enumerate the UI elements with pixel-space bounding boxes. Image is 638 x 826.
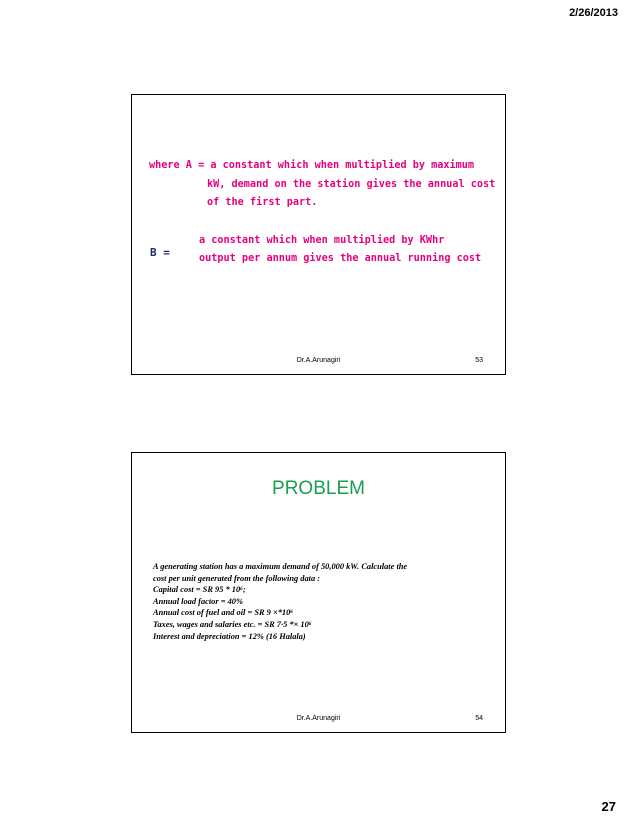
definition-a-line-2: kW, demand on the station gives the annual cost — [207, 179, 496, 190]
slide-53 — [131, 94, 506, 375]
slide-title: PROBLEM — [272, 478, 365, 499]
slide-54 — [131, 452, 506, 733]
definition-b-label: B = — [150, 246, 170, 259]
problem-line: A generating station has a maximum demand of 50,000 kW. Calculate the — [153, 562, 408, 571]
slide-author: Dr.A.Arunagiri — [296, 357, 341, 364]
page-date: 2/26/2013 — [569, 7, 618, 19]
definition-a-line-1: where A = a constant which when multiplied by maximum — [149, 160, 475, 171]
page-number: 27 — [601, 799, 616, 814]
problem-line: Annual cost of fuel and oil = SR 9 ×*10⁶ — [153, 608, 294, 618]
definition-a-line-3: of the first part. — [207, 197, 318, 208]
definition-b-line-1: a constant which when multiplied by KWhr — [199, 235, 445, 246]
problem-line: Annual load factor = 40% — [153, 596, 243, 606]
problem-statement — [153, 561, 493, 642]
problem-line: Capital cost = SR 95 * 10⁶; — [153, 585, 246, 595]
slide-number: 53 — [475, 357, 483, 364]
slide-author: Dr.A.Arunagiri — [296, 715, 341, 722]
definition-b-line-2: output per annum gives the annual running cost — [199, 253, 482, 264]
problem-line: Taxes, wages and salaries etc. = SR 7·5 *× 10⁶ — [153, 619, 312, 629]
problem-line: Interest and depreciation = 12% (16 Halala) — [153, 631, 306, 641]
slide-number: 54 — [475, 715, 483, 722]
problem-line: cost per unit generated from the following data : — [153, 573, 321, 583]
